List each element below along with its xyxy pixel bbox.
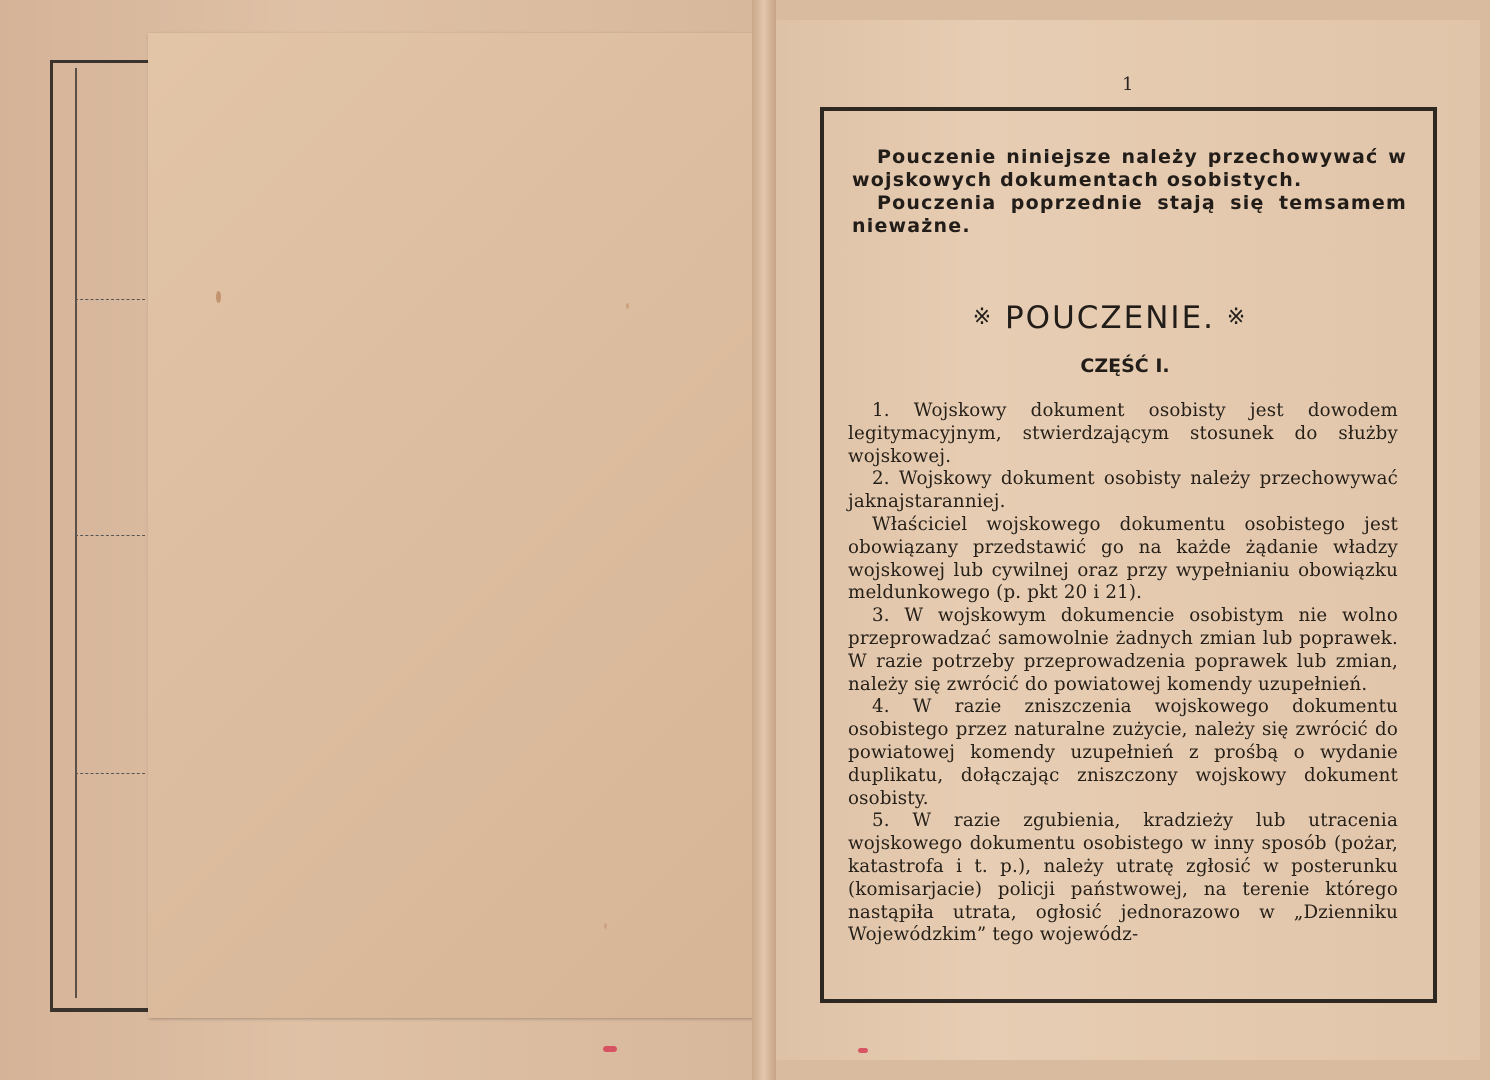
document-title bbox=[940, 300, 1280, 336]
paragraph: Właściciel wojskowego dokumentu osobistego jest obowiązany przedstawić go na każde żądanie władzy wojskowej lub cywilnej oraz przy wypełnianiu obowiązku meldunkowego (p. pkt 20 i 21). bbox=[848, 513, 1398, 604]
paragraph: 4. W razie zniszczenia wojskowego dokumentu osobistego przez naturalne zużycie, należy się zwrócić do powiatowej komendy uzupełnień z prośbą o wydanie duplikatu, dołączając zniszczony wojskowy dokument osobisty. bbox=[848, 696, 1398, 809]
notice-block bbox=[852, 146, 1407, 238]
stain-mark bbox=[626, 303, 629, 309]
ornament-icon: ※ bbox=[972, 305, 994, 330]
notice-line: Pouczenie niniejsze należy przechowywać w wojskowych dokumentach osobistych. bbox=[852, 146, 1407, 191]
left-frame-tick bbox=[75, 299, 145, 300]
booklet-spine bbox=[752, 0, 776, 1080]
ornament-icon: ※ bbox=[1226, 305, 1248, 330]
paragraph: 3. W wojskowym dokumencie osobistym nie wolno przeprowadzać samowolnie żadnych zmian lub poprawek. W razie potrzeby przeprowadzenia poprawek lub zmian, należy się zwrócić do powiatowej komendy uzupełnień. bbox=[848, 605, 1398, 695]
paragraph: 5. W razie zgubienia, kradzieży lub utracenia wojskowego dokumentu osobistego w inny sposób (pożar, katastrofa i t. p.), należy utratę zgłosić w posterunku (komisarjacie) policji państwowej, na terenie którego nastąpiła utrata, ogłosić jednorazowo w „Dzienniku Wojewódzkim” tego wojewódz- bbox=[848, 810, 1398, 946]
title-text: POUCZENIE. bbox=[1004, 300, 1216, 336]
instruction-body bbox=[848, 400, 1398, 947]
left-frame-tick bbox=[75, 535, 145, 536]
notice-line: Pouczenia poprzednie stają się temsamem nieważne. bbox=[852, 192, 1407, 237]
left-frame-inner-line bbox=[75, 68, 77, 998]
paragraph: 1. Wojskowy dokument osobisty jest dowodem legitymacyjnym, stwierdzającym stosunek do służby wojskowej. bbox=[848, 400, 1398, 467]
red-stain bbox=[603, 1046, 617, 1052]
blank-insert-sheet bbox=[148, 33, 808, 1018]
red-stain bbox=[858, 1048, 868, 1053]
stain-mark bbox=[216, 291, 221, 303]
paragraph: 2. Wojskowy dokument osobisty należy przechowywać jaknajstaranniej. bbox=[848, 468, 1398, 513]
left-frame-tick bbox=[75, 773, 145, 774]
page-number: 1 bbox=[1122, 74, 1134, 95]
stain-mark bbox=[604, 923, 607, 929]
part-heading: CZĘŚĆ I. bbox=[1080, 355, 1170, 377]
